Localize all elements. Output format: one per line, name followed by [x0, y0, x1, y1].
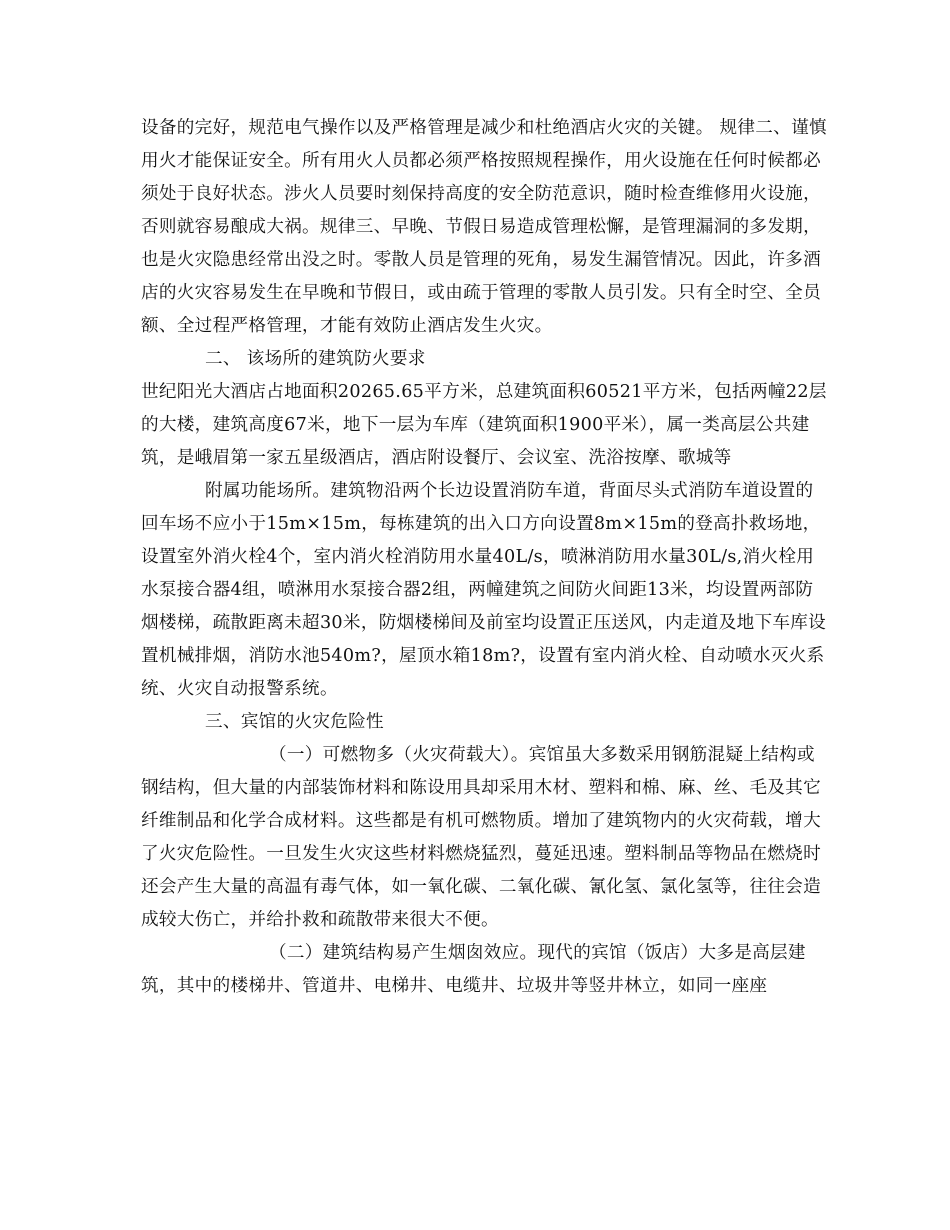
section-heading-building-requirements: 二、 该场所的建筑防火要求: [205, 349, 426, 369]
paragraph-risk-chimney-effect: [141, 937, 831, 1003]
paragraph-fire-rules: 设备的完好，规范电气操作以及严格管理是减少和杜绝酒店火灾的关键。 规律二、谨慎用火才能保证安全。所有用火人员都必须严格按照规程操作，用火设施在任何时候都必须处于良好状态。涉火人员要时刻保持高度的安全防范意识，随时检查维修用火设施，否则就容易酿成大祸。规律三、早晚、节假日易造成管理松懈，是管理漏洞的多发期，也是火灾隐患经常出没之时。零散人员是管理的死角，易发生漏管情况。因此，许多酒店的火灾容易发生在早晚和节假日，或由疏于管理的零散人员引发。只有全时空、全员额、全过程严格管理，才能有效防止酒店发生火灾。: [141, 118, 827, 336]
paragraph-risk-chimney-effect-text: （二）建筑结构易产生烟囱效应。现代的宾馆（饭店）大多是高层建筑，其中的楼梯井、管道井、电梯井、电缆井、垃圾井等竖井林立，如同一座座: [141, 943, 806, 996]
paragraph-risk-combustibles-text: （一）可燃物多（火灾荷载大）。宾馆虽大多数采用钢筋混疑上结构或钢结构，但大量的内部装饰材料和陈设用具却采用木材、塑料和棉、麻、丝、毛及其它纤维制品和化学合成材料。这些都是有机可燃物质。增加了建筑物内的火灾荷载，增大了火灾危险性。一旦发生火灾这些材料燃烧猛烈，蔓延迅速。塑料制品等物品在燃烧时还会产生大量的高温有毒气体，如一氧化碳、二氧化碳、氰化氢、氯化氢等，往往会造成较大伤亡，并给扑救和疏散带来很大不便。: [141, 745, 821, 930]
paragraph-building-facilities: [141, 475, 831, 706]
paragraph-risk-combustibles: [141, 739, 831, 937]
paragraph-building-overview-text: 世纪阳光大酒店占地面积20265.65平方米，总建筑面积60521平方米，包括两幢22层的大楼，建筑高度67米，地下一层为车库（建筑面积1900平米），属一类高层公共建筑，是峨眉第一家五星级酒店，酒店附设餐厅、会议室、洗浴按摩、歌城等: [141, 382, 827, 468]
paragraph-building-overview: [141, 376, 831, 475]
section-heading-fire-risk: 三、宾馆的火灾危险性: [205, 712, 384, 732]
paragraph-building-facilities-text: 附属功能场所。建筑物沿两个长边设置消防车道，背面尽头式消防车道设置的回车场不应小于15m×15m，每栋建筑的出入口方向设置8m×15m的登高扑救场地，设置室外消火栓4个，室内消火栓消防用水量40L/s，喷淋消防用水量30L/s,消火栓用水泵接合器4组，喷淋用水泵接合器2组，两幢建筑之间防火间距13米，均设置两部防烟楼梯，疏散距离未超30米，防烟楼梯间及前室均设置正压送风，内走道及地下车库设置机械排烟，消防水池540m?，屋顶水箱18m?，设置有室内消火栓、自动喷水灭火系统、火灾自动报警系统。: [141, 481, 827, 699]
document-body: [141, 112, 831, 1003]
